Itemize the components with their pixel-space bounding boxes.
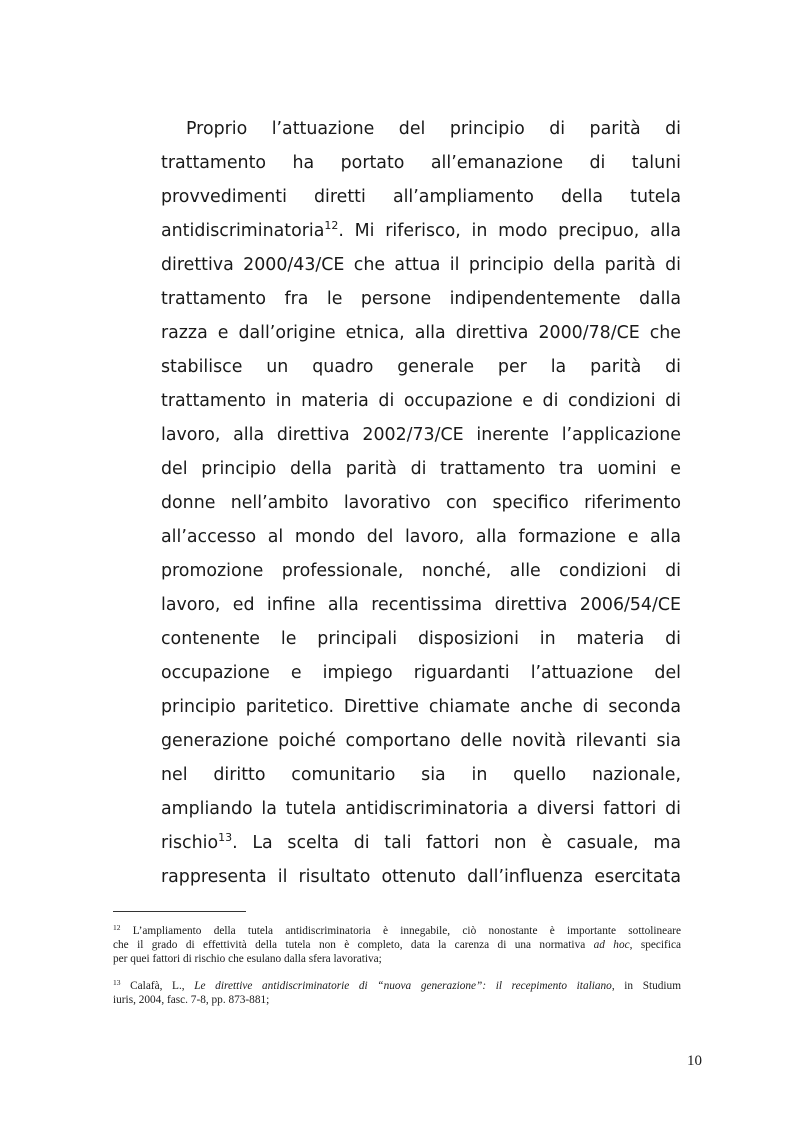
footnote-12 xyxy=(113,924,681,966)
body-line xyxy=(161,826,681,860)
footnote-text: che il grado di effettività della tutela non è completo, data la carenza di una normativa xyxy=(113,939,594,951)
footnote-line xyxy=(113,979,681,993)
body-line: stabilisce un quadro generale per la parità di xyxy=(161,357,681,377)
body-line: principio paritetico. Direttive chiamate anche di seconda xyxy=(161,697,681,717)
body-text-segment: antidiscriminatoria xyxy=(161,221,325,241)
footnote-line xyxy=(113,938,681,952)
footnote-number: 12 xyxy=(113,923,121,932)
body-line: razza e dall’origine etnica, alla direttiva 2000/78/CE che xyxy=(161,323,681,343)
body-line: provvedimenti diretti all’ampliamento della tutela xyxy=(161,187,681,207)
footnote-ref-13: 13 xyxy=(218,831,233,844)
body-text-segment: rischio xyxy=(161,833,219,853)
body-line: contenente le principali disposizioni in materia di xyxy=(161,629,681,649)
body-line: Proprio l’attuazione del principio di parità di xyxy=(186,119,681,139)
page-number: 10 xyxy=(687,1053,702,1069)
body-line: nel diritto comunitario sia in quello nazionale, xyxy=(161,765,681,785)
body-line: direttiva 2000/43/CE che attua il principio della parità di xyxy=(161,255,681,275)
body-text-segment: . Mi riferisco, in modo precipuo, alla xyxy=(338,221,681,241)
footnote-line: per quei fattori di rischio che esulano dalla sfera lavorativa; xyxy=(113,953,382,965)
footnote-italic-text: ad hoc xyxy=(593,939,630,951)
body-line: trattamento ha portato all’emanazione di taluni xyxy=(161,153,681,173)
footnote-text: L’ampliamento della tutela antidiscriminatoria è innegabile, ciò nonostante è importante sottolineare xyxy=(120,925,681,937)
footnote-line xyxy=(113,924,681,938)
footnote-text: , in Studium xyxy=(611,980,681,992)
footnote-13 xyxy=(113,979,681,1007)
body-paragraph xyxy=(161,112,681,894)
body-line: trattamento in materia di occupazione e di condizioni di xyxy=(161,391,681,411)
body-line: ampliando la tutela antidiscriminatoria a diversi fattori di xyxy=(161,799,681,819)
body-line: del principio della parità di trattamento tra uomini e xyxy=(161,459,681,479)
footnote-text: Calafà, L., xyxy=(120,980,195,992)
footnote-text: , specifica xyxy=(629,939,681,951)
footnote-line: iuris, 2004, fasc. 7-8, pp. 873-881; xyxy=(113,994,270,1006)
footnote-italic-text: Le direttive antidiscriminatorie di “nuova generazione”: il recepimento italiano xyxy=(194,980,612,992)
body-line: occupazione e impiego riguardanti l’attuazione del xyxy=(161,663,681,683)
body-line xyxy=(161,214,681,248)
body-line: rappresenta il risultato ottenuto dall’influenza esercitata xyxy=(161,867,681,887)
body-line: lavoro, ed infine alla recentissima direttiva 2006/54/CE xyxy=(161,595,681,615)
body-line: all’accesso al mondo del lavoro, alla formazione e alla xyxy=(161,527,681,547)
footnote-ref-12: 12 xyxy=(324,219,339,232)
body-line: lavoro, alla direttiva 2002/73/CE inerente l’applicazione xyxy=(161,425,681,445)
body-line: generazione poiché comportano delle novità rilevanti sia xyxy=(161,731,681,751)
footnote-number: 13 xyxy=(113,978,121,987)
body-line: promozione professionale, nonché, alle condizioni di xyxy=(161,561,681,581)
footnote-separator xyxy=(113,911,246,912)
body-line: trattamento fra le persone indipendentemente dalla xyxy=(161,289,681,309)
body-text-segment: . La scelta di tali fattori non è casuale, ma xyxy=(232,833,681,853)
body-line: donne nell’ambito lavorativo con specifico riferimento xyxy=(161,493,681,513)
